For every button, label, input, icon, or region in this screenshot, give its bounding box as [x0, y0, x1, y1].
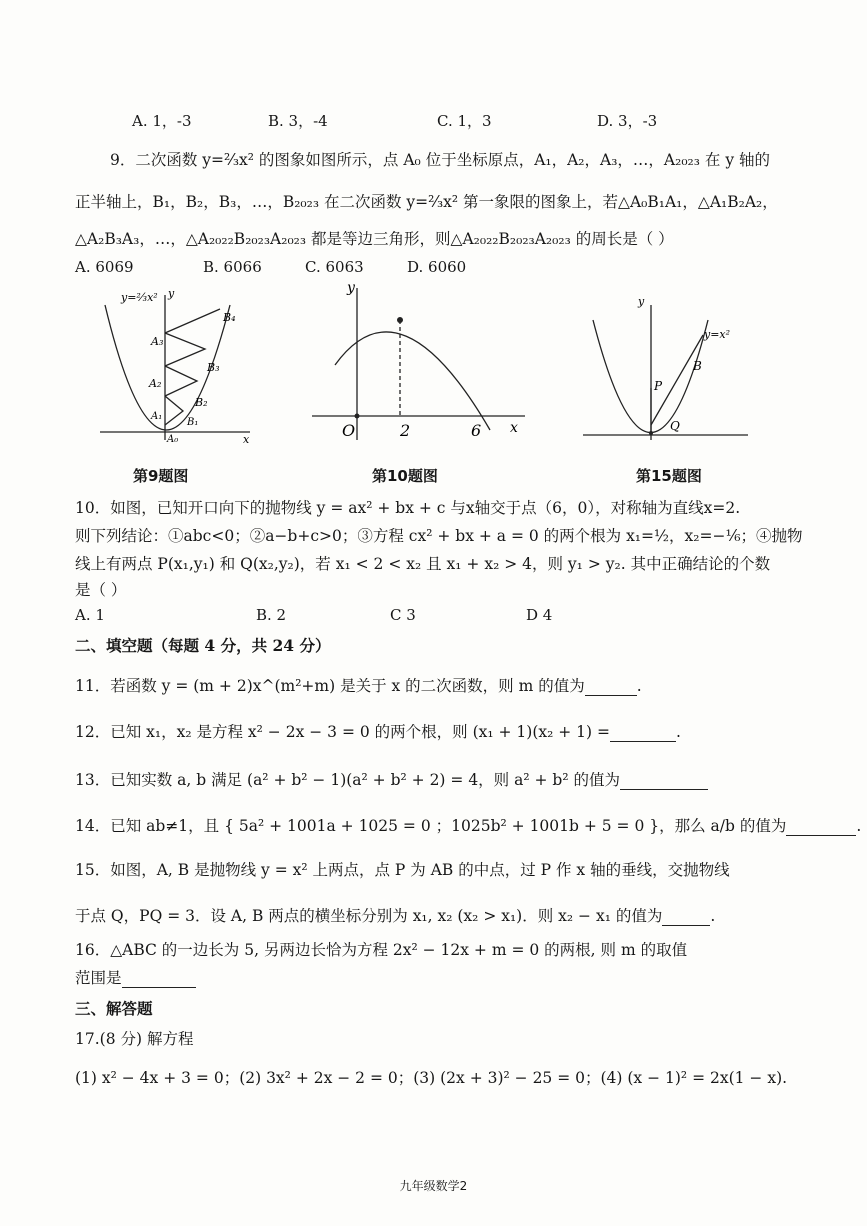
figure-15 [578, 290, 753, 450]
section-3-heading: 三、解答题 [75, 999, 153, 1018]
q16-line2: 范围是 [75, 969, 122, 987]
fig15-label-B: B [693, 359, 702, 373]
q10-line2: 则下列结论：①abc<0；②a−b+c>0；③方程 cx² + bx + a = 0 的两个根为 x₁=½，x₂=−⅙；④抛物 [75, 527, 803, 545]
q14 [75, 816, 861, 836]
fig9-label-B4: B₄ [223, 311, 236, 324]
fig9-label-A2: A₂ [149, 377, 162, 390]
fig10-vertex [397, 317, 403, 323]
q11-end: . [636, 677, 642, 695]
q12 [75, 722, 681, 742]
q13 [75, 770, 708, 790]
fig10-caption: 第10题图 [372, 467, 438, 485]
q8-option-a: A. 1，-3 [132, 112, 192, 130]
q12-end: . [676, 723, 681, 741]
q9-option-c: C. 6063 [305, 258, 364, 276]
fig10-label-O: O [342, 421, 356, 440]
q8-option-c: C. 1，3 [437, 112, 492, 130]
q9-line2: 正半轴上，B₁，B₂，B₃，…，B₂₀₂₃ 在二次函数 y=²⁄₃x² 第一象限的图象上，若△A₀B₁A₁，△A₁B₂A₂， [75, 193, 778, 211]
q16-line2-wrap [75, 968, 196, 988]
q10-line3: 线上有两点 P(x₁,y₁) 和 Q(x₂,y₂)，若 x₁ < 2 < x₂ 且 x₁ + x₂ > 4，则 y₁ > y₂. 其中正确结论的个数 [75, 555, 771, 573]
q11 [75, 676, 642, 696]
fig15-label-P: P [654, 379, 663, 393]
q12-text: 12．已知 x₁，x₂ 是方程 x² − 2x − 3 = 0 的两个根，则 (x₁ + 1)(x₂ + 1) = [75, 723, 610, 741]
q8-option-d: D. 3，-3 [597, 112, 658, 130]
q15-line2: 于点 Q，PQ = 3．设 A, B 两点的横坐标分别为 x₁, x₂ (x₂ > x₁)．则 x₂ − x₁ 的值为 [75, 907, 663, 925]
q10-line4: 是（ ） [75, 581, 127, 599]
fig9-label-B2: B₂ [195, 396, 208, 409]
q10-option-c: C 3 [390, 606, 416, 624]
q9-option-b: B. 6066 [203, 258, 262, 276]
fig9-triangle-1 [165, 396, 183, 425]
fig10-label-2: 2 [400, 421, 411, 440]
fig9-triangle-2 [165, 366, 197, 396]
q10-option-d: D 4 [526, 606, 553, 624]
q11-text: 11．若函数 y = (m + 2)x^(m²+m) 是关于 x 的二次函数，则 m 的值为 [75, 677, 585, 695]
q9-option-d: D. 6060 [407, 258, 467, 276]
fig15-label-y: y [638, 295, 645, 308]
q13-answer-blank[interactable] [620, 773, 708, 790]
fig9-label-x: x [243, 433, 250, 445]
q14-answer-blank[interactable] [786, 819, 856, 836]
fig15-curve-label: y=x² [704, 328, 731, 341]
fig10-label-x: x [510, 420, 518, 436]
q17-equations: (1) x² − 4x + 3 = 0；(2) 3x² + 2x − 2 = 0；(3) (2x + 3)² − 25 = 0；(4) (x − 1)² = 2x(1 − x). [75, 1069, 788, 1087]
q15-line2-wrap [75, 906, 715, 926]
fig9-curve-label: y=²⁄₃x² [121, 291, 158, 304]
q14-end: . [856, 817, 862, 835]
q8-option-b: B. 3，-4 [268, 112, 328, 130]
fig9-label-A0: A₀ [167, 434, 179, 445]
q15-line1: 15．如图，A, B 是抛物线 y = x² 上两点，点 P 为 AB 的中点，过 P 作 x 轴的垂线，交抛物线 [75, 861, 730, 879]
fig9-caption: 第9题图 [133, 467, 189, 485]
fig15-label-Q: Q [670, 419, 680, 433]
fig9-triangle-4 [165, 309, 220, 333]
fig15-point-Q [649, 431, 653, 435]
figure-10 [300, 280, 530, 450]
page-footer: 九年级数学2 [399, 1179, 468, 1193]
q15-answer-blank[interactable] [662, 909, 710, 926]
fig10-label-y: y [347, 280, 355, 296]
fig9-label-A1: A₁ [151, 411, 163, 422]
q9-line3: △A₂B₃A₃，…，△A₂₀₂₂B₂₀₂₃A₂₀₂₃ 都是等边三角形，则△A₂₀₂₂B₂₀₂₃A₂₀₂₃ 的周长是（ ） [75, 230, 674, 248]
q16-line1: 16．△ABC 的一边长为 5, 另两边长恰为方程 2x² − 12x + m = 0 的两根, 则 m 的取值 [75, 941, 688, 959]
fig9-label-B1: B₁ [187, 417, 199, 428]
q15-end: . [710, 907, 716, 925]
fig10-origin-dot [355, 414, 360, 419]
q14-text: 14．已知 ab≠1，且 { 5a² + 1001a + 1025 = 0 ；1025b² + 1001b + 5 = 0 }，那么 a/b 的值为 [75, 817, 787, 835]
fig9-label-A3: A₃ [151, 335, 164, 348]
q10-option-a: A. 1 [75, 606, 105, 624]
q9-option-a: A. 6069 [75, 258, 134, 276]
fig9-triangle-3 [165, 333, 205, 366]
figure-9 [95, 285, 260, 445]
q10-line1: 10．如图，已知开口向下的抛物线 y = ax² + bx + c 与x轴交于点（6，0），对称轴为直线x=2. [75, 499, 741, 517]
q17-title: 17.(8 分) 解方程 [75, 1030, 194, 1048]
q9-line1: 9．二次函数 y=²⁄₃x² 的图象如图所示，点 A₀ 位于坐标原点，A₁，A₂，A₃，…，A₂₀₂₃ 在 y 轴的 [110, 151, 771, 169]
q11-answer-blank[interactable] [585, 679, 637, 696]
q10-option-b: B. 2 [256, 606, 287, 624]
q13-text: 13．已知实数 a, b 满足 (a² + b² − 1)(a² + b² + 2) = 4，则 a² + b² 的值为 [75, 771, 620, 789]
section-2-heading: 二、填空题（每题 4 分，共 24 分） [75, 636, 331, 655]
q16-answer-blank[interactable] [122, 971, 196, 988]
fig15-caption: 第15题图 [636, 467, 702, 485]
fig10-label-6: 6 [471, 421, 482, 440]
q12-answer-blank[interactable] [610, 725, 676, 742]
fig9-label-B3: B₃ [207, 361, 220, 374]
fig9-label-y: y [168, 287, 175, 300]
